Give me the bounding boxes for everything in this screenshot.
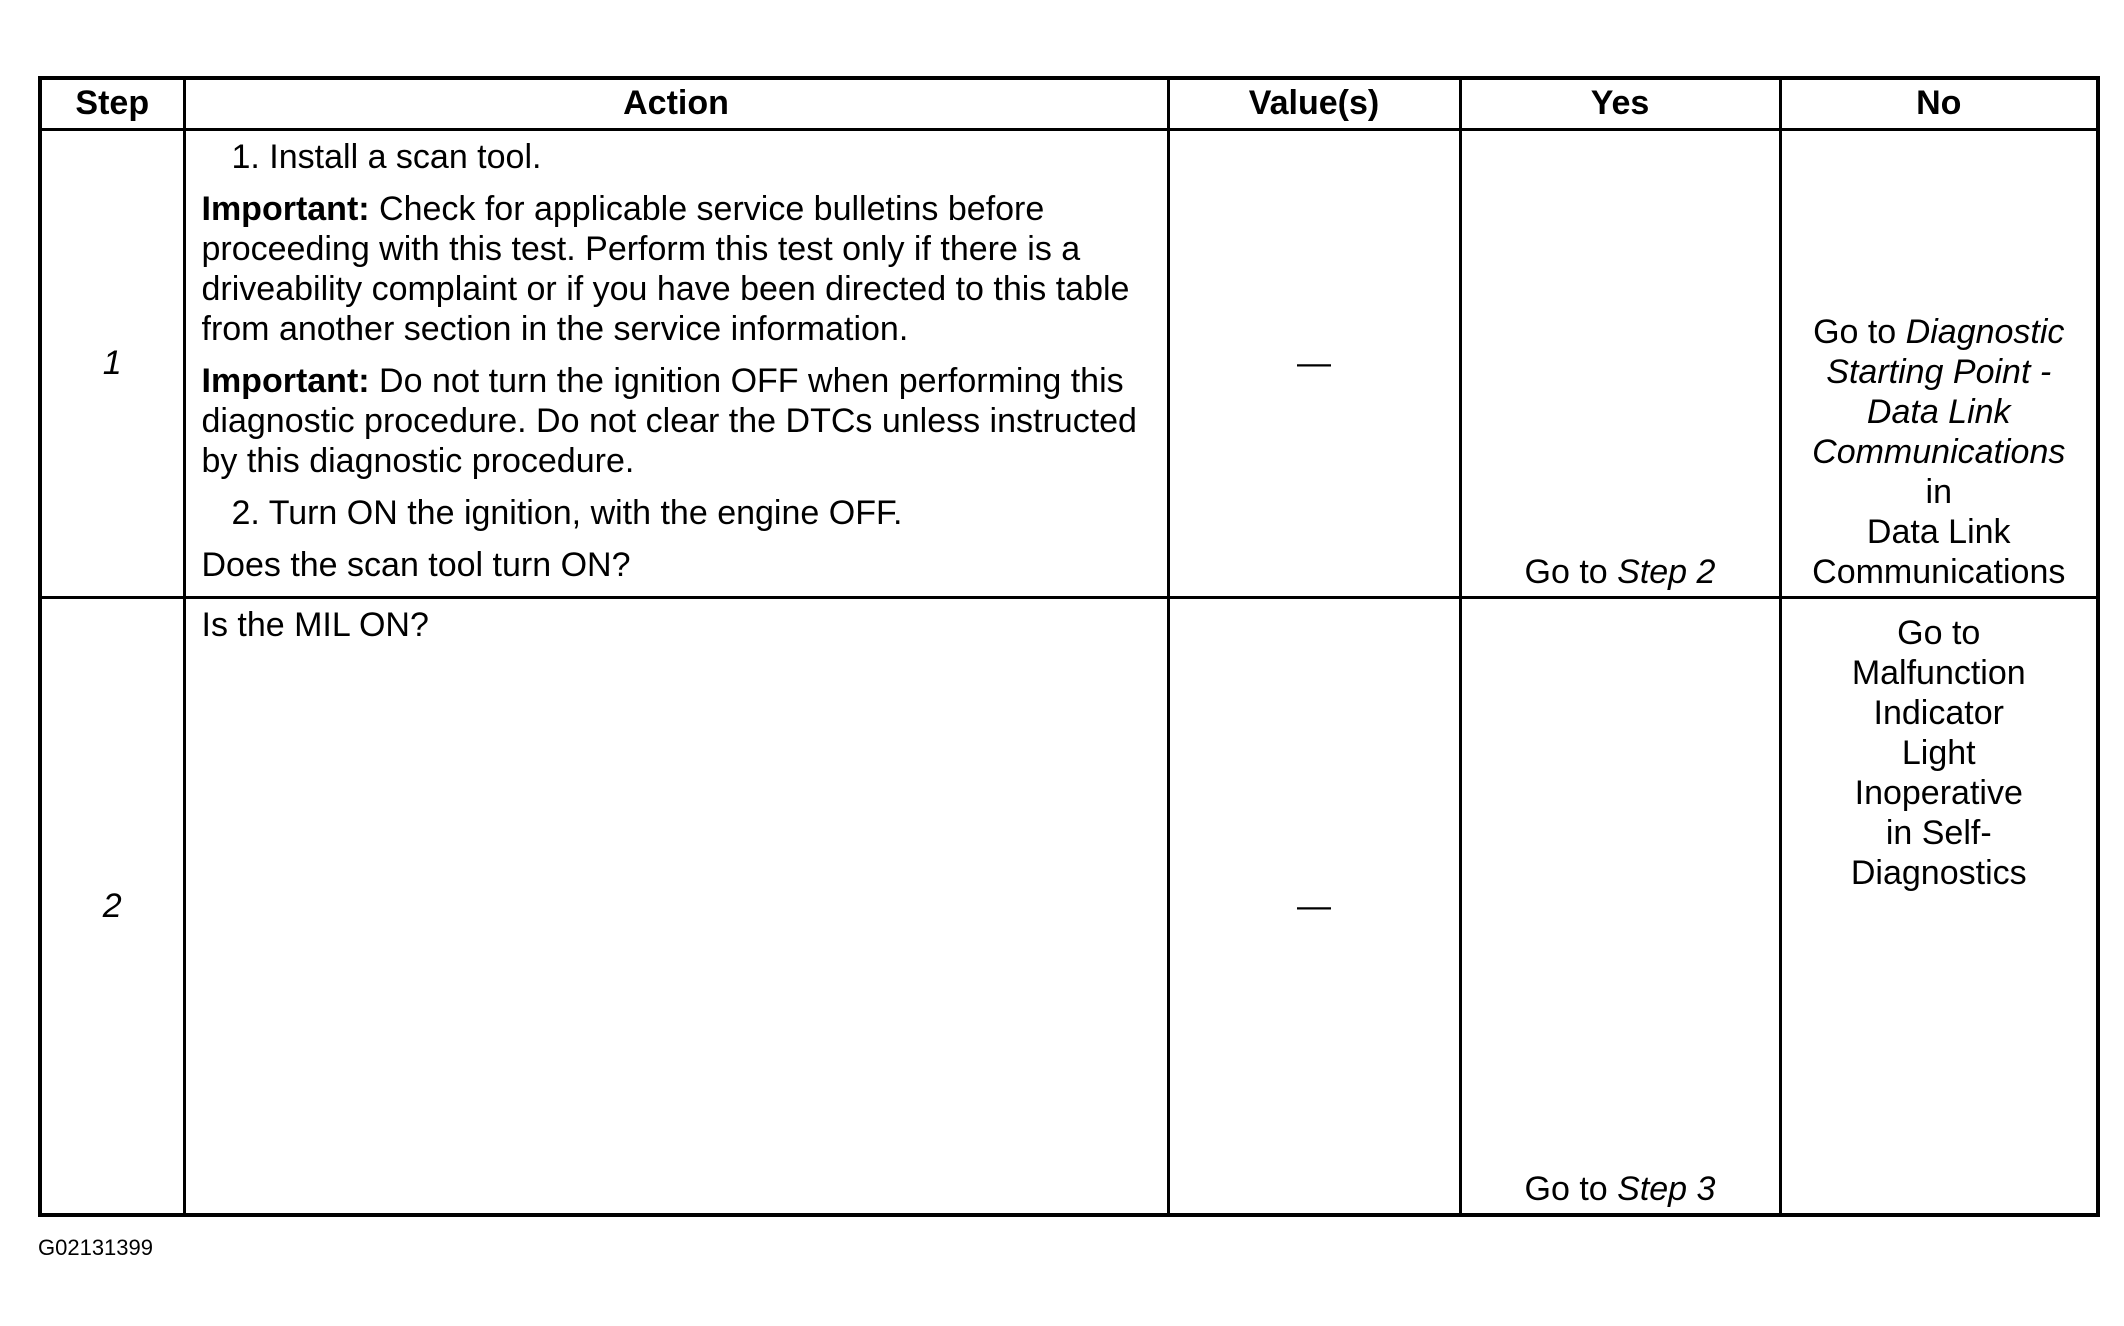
no-prefix: Go to xyxy=(1813,312,1906,351)
no-cell xyxy=(1780,129,2098,597)
action-cell xyxy=(184,597,1168,1215)
yes-prefix: Go to xyxy=(1524,552,1618,591)
no-section-text: Communications xyxy=(1812,552,2066,591)
action-cell xyxy=(184,129,1168,597)
no-in-text: in xyxy=(1925,472,1952,511)
table-row xyxy=(40,597,2098,1215)
header-step: Step xyxy=(40,78,184,129)
no-link-text[interactable]: Data Link xyxy=(1866,392,2011,431)
action-question: Is the MIL ON? xyxy=(201,605,429,644)
no-line: Diagnostics xyxy=(1850,853,2027,892)
table-row xyxy=(40,129,2098,597)
no-line: in Self- xyxy=(1885,813,1992,852)
yes-cell xyxy=(1460,129,1780,597)
step-link[interactable]: Step 2 xyxy=(1617,552,1716,591)
figure-id: G02131399 xyxy=(38,1235,153,1260)
diagnostic-table xyxy=(38,76,2100,1217)
no-cell xyxy=(1780,597,2098,1215)
yes-prefix: Go to xyxy=(1524,1170,1618,1208)
step-link[interactable]: Step 3 xyxy=(1617,1170,1716,1208)
no-line: Go to xyxy=(1897,613,1981,652)
no-link-text[interactable]: Diagnostic xyxy=(1905,312,2065,351)
important-note xyxy=(202,361,1153,481)
no-line: Inoperative xyxy=(1854,773,2023,812)
no-line: Light xyxy=(1901,733,1976,772)
no-line xyxy=(1788,312,2091,352)
value-cell: — xyxy=(1168,129,1460,597)
important-text: Do not turn the ignition OFF when performing this diagnostic procedure. Do not clear the DTCs unless instructed by this diagnostic procedure. xyxy=(201,361,1137,480)
important-text: Check for applicable service bulletins before proceeding with this test. Perform this test only if there is a driveability complaint or if you have been directed to this table from another section in the service information. xyxy=(201,189,1130,348)
yes-cell xyxy=(1460,597,1780,1215)
no-link-text[interactable]: Communications xyxy=(1812,432,2066,471)
action-item: 1. Install a scan tool. xyxy=(231,137,542,176)
no-link-text[interactable]: Starting Point - xyxy=(1826,352,2052,391)
header-values: Value(s) xyxy=(1168,78,1460,129)
header-no: No xyxy=(1780,78,2098,129)
important-label: Important: xyxy=(201,361,370,400)
no-line: Malfunction xyxy=(1851,653,2026,692)
important-label: Important: xyxy=(201,189,370,228)
header-row xyxy=(40,78,2098,129)
action-question: Does the scan tool turn ON? xyxy=(201,545,631,584)
important-note xyxy=(202,189,1153,349)
action-item: 2. Turn ON the ignition, with the engine OFF. xyxy=(231,493,903,532)
value-cell: — xyxy=(1168,597,1460,1215)
step-number: 2 xyxy=(40,597,184,1215)
header-action: Action xyxy=(184,78,1168,129)
step-number: 1 xyxy=(40,129,184,597)
no-line: Indicator xyxy=(1873,693,2004,732)
no-section-text: Data Link xyxy=(1866,512,2011,551)
header-yes: Yes xyxy=(1460,78,1780,129)
